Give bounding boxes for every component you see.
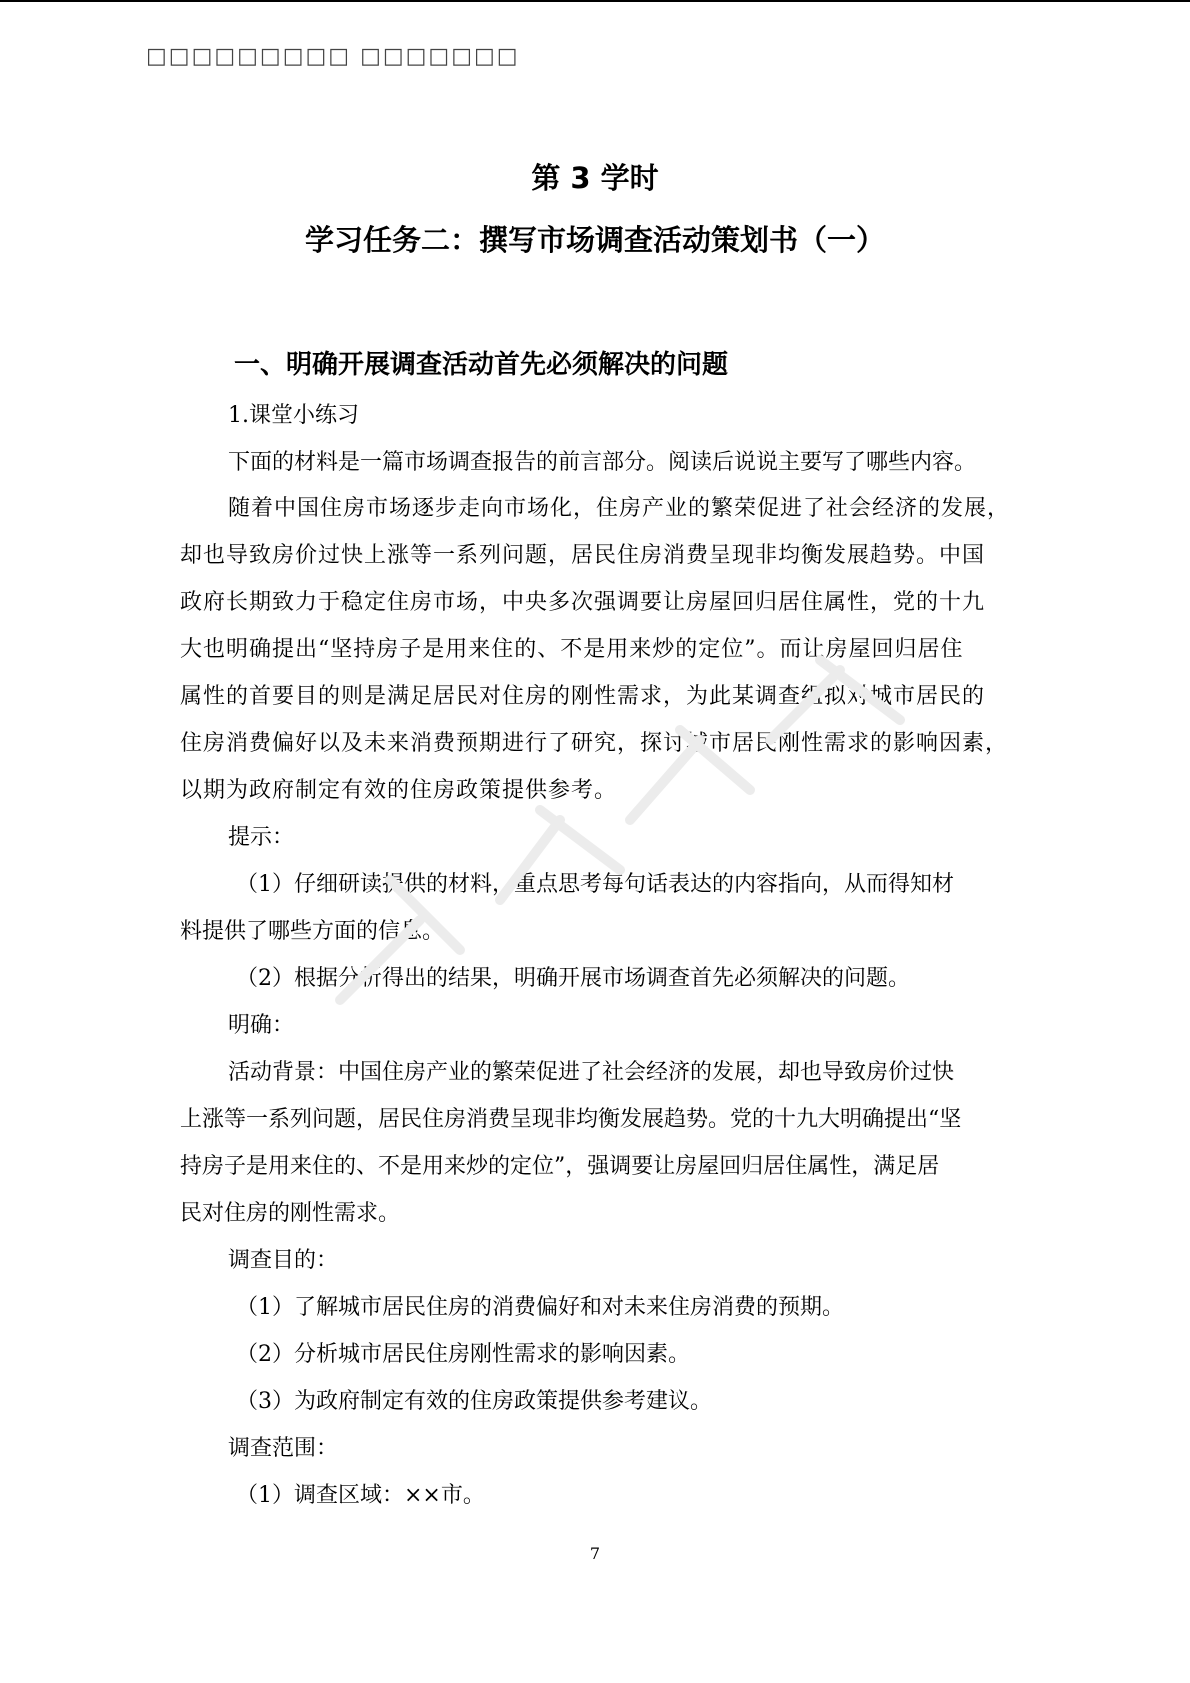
body-line: 持房子是用来住的、不是用来炒的定位”，强调要让房屋回归居住属性，满足居 [180,1154,940,1179]
body-line: 调查范围： [228,1436,339,1461]
quoted-material-line: 住房消费偏好以及未来消费预期进行了研究，探讨城市居民刚性需求的影响因素， [180,731,1009,756]
task-title: 学习任务二：撰写市场调查活动策划书（一） [304,223,885,257]
running-header: □□□□□□□□□ □□□□□□□ [146,44,520,69]
body-line: （1）了解城市居民住房的消费偏好和对未来住房消费的预期。 [236,1295,844,1320]
body-line: （1）仔细研读提供的材料，重点思考每句话表达的内容指向，从而得知材 [236,872,954,897]
quoted-material-line: 属性的首要目的则是满足居民对住房的刚性需求，为此某调查组拟对城市居民的 [180,684,986,709]
quoted-material-line: 政府长期致力于稳定住房市场，中央多次强调要让房屋回归居住属性，党的十九 [180,590,986,615]
body-line: 调查目的： [228,1248,339,1273]
body-line: 1.课堂小练习 [228,403,359,428]
body-line: 上涨等一系列问题，居民住房消费呈现非均衡发展趋势。党的十九大明确提出“坚 [180,1107,962,1132]
body-line: （1）调查区域：××市。 [236,1483,485,1508]
body-line: （3）为政府制定有效的住房政策提供参考建议。 [236,1389,712,1414]
body-line: 活动背景：中国住房产业的繁荣促进了社会经济的发展，却也导致房价过快 [228,1060,955,1085]
body-line: （2）分析城市居民住房刚性需求的影响因素。 [236,1342,690,1367]
body-line: 下面的材料是一篇市场调查报告的前言部分。阅读后说说主要写了哪些内容。 [228,450,977,475]
quoted-material-line: 以期为政府制定有效的住房政策提供参考。 [180,778,618,803]
body-line: 料提供了哪些方面的信息。 [180,919,445,944]
lesson-title: 第 3 学时 [531,161,659,195]
body-line: 民对住房的刚性需求。 [180,1201,401,1226]
body-line: （2）根据分析得出的结果，明确开展市场调查首先必须解决的问题。 [236,966,910,991]
quoted-material-line: 随着中国住房市场逐步走向市场化，住房产业的繁荣促进了社会经济的发展， [228,496,1011,521]
top-border-rule [0,0,1190,2]
page-number: 7 [589,1544,601,1563]
body-line: 提示： [228,825,295,850]
section-heading: 一、明确开展调查活动首先必须解决的问题 [234,350,729,380]
quoted-material-line: 却也导致房价过快上涨等一系列问题，居民住房消费呈现非均衡发展趋势。中国 [180,543,986,568]
quoted-material-line: 大也明确提出“坚持房子是用来住的、不是用来炒的定位”。而让房屋回归居住 [180,637,964,662]
body-line: 明确： [228,1013,295,1038]
